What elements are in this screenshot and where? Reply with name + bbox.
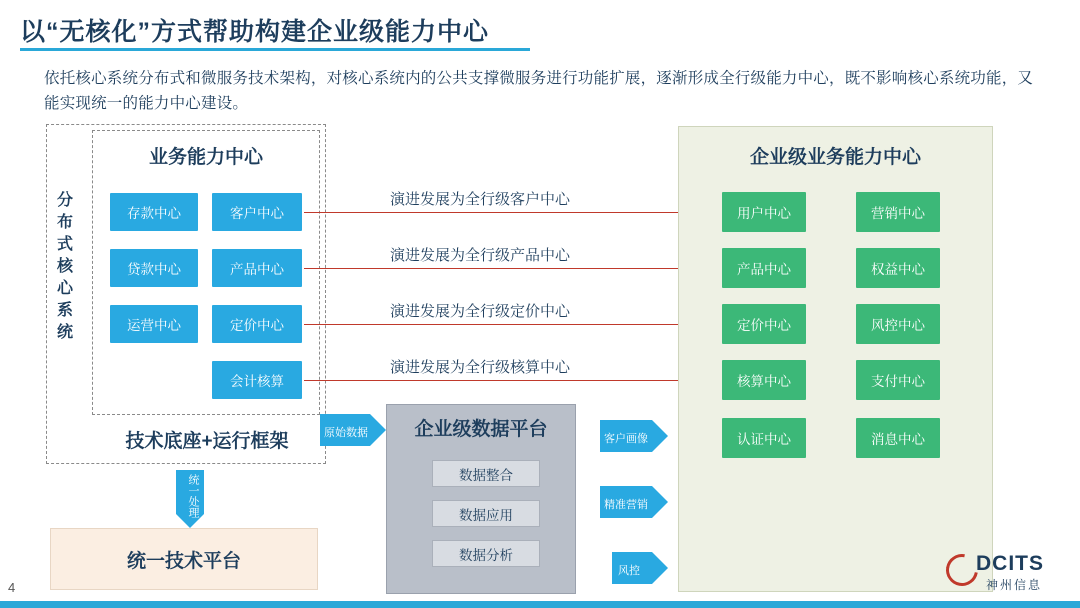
unified-process-flow-label: 统一处理 — [187, 474, 199, 518]
lead-paragraph: 依托核心系统分布式和微服务技术架构，对核心系统内的公共支撑微服务进行功能扩展，逐渐形成全行级能力中心，既不影响核心系统功能，又能实现统一的能力中心建设。 — [44, 70, 1034, 112]
ent-box-accounting[interactable]: 核算中心 — [722, 360, 806, 400]
data-platform-item-integration[interactable]: 数据整合 — [432, 460, 540, 487]
customer-profile-flow-arrow — [652, 420, 668, 452]
core-box-loan[interactable]: 贷款中心 — [110, 249, 198, 287]
evolution-line-accounting — [304, 380, 720, 381]
logo-main-text: DCITS — [976, 552, 1044, 575]
ent-box-auth[interactable]: 认证中心 — [722, 418, 806, 458]
evolution-label-product: 演进发展为全行级产品中心 — [390, 247, 571, 264]
tech-foundation-label: 技术底座+运行框架 — [125, 430, 289, 452]
ent-box-user[interactable]: 用户中心 — [722, 192, 806, 232]
data-platform-item-analysis[interactable]: 数据分析 — [432, 540, 540, 567]
company-logo — [946, 552, 1066, 594]
data-platform-title: 企业级数据平台 — [414, 419, 548, 440]
page-title: 以“无核化”方式帮助构建企业级能力中心 — [20, 18, 490, 46]
evolution-line-customer — [304, 212, 720, 213]
data-platform-item-application[interactable]: 数据应用 — [432, 500, 540, 527]
capability-box-accounting[interactable]: 会计核算 — [212, 361, 302, 399]
evolution-label-accounting: 演进发展为全行级核算中心 — [390, 359, 571, 376]
ent-box-payment[interactable]: 支付中心 — [856, 360, 940, 400]
ent-box-marketing[interactable]: 营销中心 — [856, 192, 940, 232]
precision-marketing-flow-arrow — [652, 486, 668, 518]
page-number: 4 — [8, 580, 16, 595]
customer-profile-flow-label: 客户画像 — [604, 433, 648, 445]
ent-box-pricing[interactable]: 定价中心 — [722, 304, 806, 344]
evolution-label-pricing: 演进发展为全行级定价中心 — [390, 303, 571, 320]
unified-tech-platform: 统一技术平台 — [50, 528, 318, 590]
capability-box-pricing[interactable]: 定价中心 — [212, 305, 302, 343]
ent-box-rights[interactable]: 权益中心 — [856, 248, 940, 288]
ent-box-message[interactable]: 消息中心 — [856, 418, 940, 458]
risk-control-flow-label: 风控 — [618, 565, 640, 577]
core-box-deposit[interactable]: 存款中心 — [110, 193, 198, 231]
evolution-line-pricing — [304, 324, 720, 325]
title-underline — [20, 48, 530, 51]
evolution-label-customer: 演进发展为全行级客户中心 — [390, 191, 571, 208]
capability-box-customer[interactable]: 客户中心 — [212, 193, 302, 231]
evolution-line-product — [304, 268, 720, 269]
logo-sub-text: 神州信息 — [986, 578, 1043, 592]
raw-data-flow-label: 原始数据 — [324, 427, 368, 439]
enterprise-capability-title: 企业级业务能力中心 — [749, 147, 921, 168]
precision-marketing-flow-label: 精准营销 — [604, 499, 648, 511]
ent-box-product[interactable]: 产品中心 — [722, 248, 806, 288]
ent-box-risk[interactable]: 风控中心 — [856, 304, 940, 344]
raw-data-flow-arrow — [370, 414, 386, 446]
capability-box-product[interactable]: 产品中心 — [212, 249, 302, 287]
bottom-accent-bar — [0, 601, 1080, 608]
title-bar — [0, 0, 1080, 54]
core-box-operation[interactable]: 运营中心 — [110, 305, 198, 343]
risk-control-flow-arrow — [652, 552, 668, 584]
business-capability-title: 业务能力中心 — [148, 147, 263, 168]
distributed-core-label: 分布式核心系统 — [56, 192, 73, 341]
